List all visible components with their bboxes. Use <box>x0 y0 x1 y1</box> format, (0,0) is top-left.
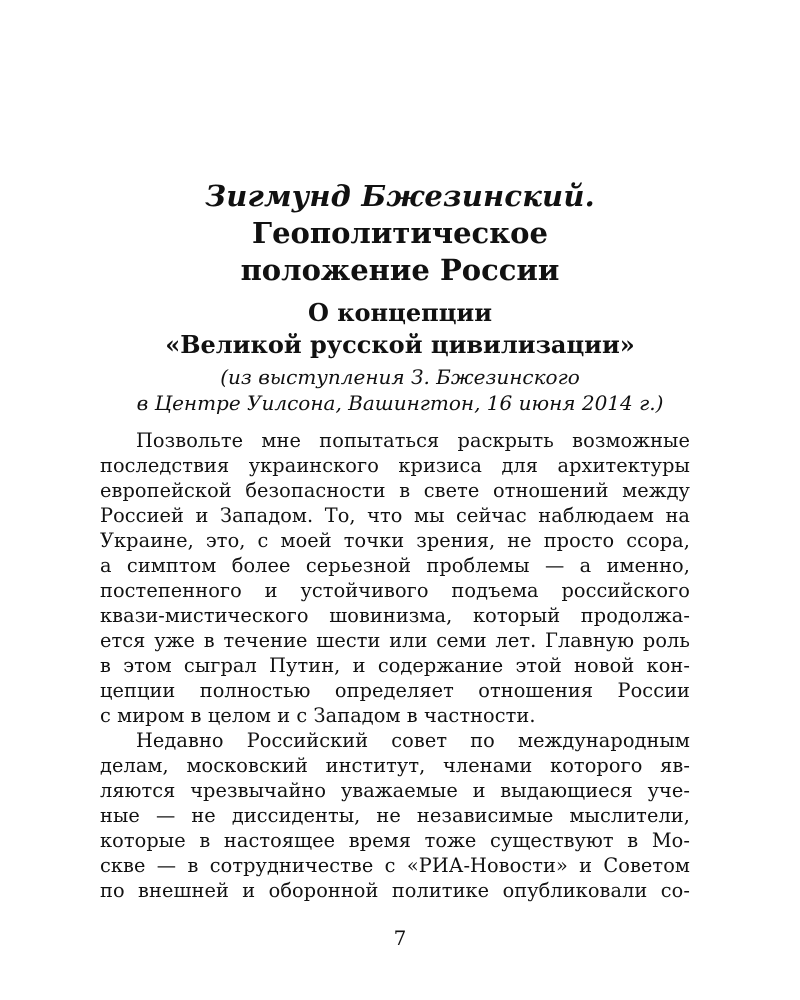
subtitle-line: О концепции <box>307 298 493 327</box>
text-line: по внешней и оборонной политике опубликовали со- <box>100 879 690 902</box>
paragraph-1 <box>100 428 690 728</box>
author-name: Зигмунд Бжезинский. <box>205 179 595 213</box>
body-text <box>100 428 690 903</box>
text-line: а симптом более серьезной проблемы — а именно, <box>100 554 690 577</box>
paragraph-2 <box>100 728 690 903</box>
text-line: ляются чрезвычайно уважаемые и выдающиеся уче- <box>100 779 690 802</box>
text-line: квази-мистического шовинизма, который продолжа- <box>100 604 690 627</box>
source-note <box>0 364 800 416</box>
source-line: в Центре Уилсона, Вашингтон, 16 июня 2014 г.) <box>136 391 664 415</box>
text-line: с миром в целом и с Западом в частности. <box>100 704 536 727</box>
text-line: ется уже в течение шести или семи лет. Главную роль <box>100 629 690 652</box>
text-line: которые в настоящее время тоже существуют в Мо- <box>100 829 690 852</box>
chapter-subheading <box>0 297 800 416</box>
title-line: положение России <box>240 253 560 287</box>
text-line: Недавно Российский совет по международным <box>136 729 690 752</box>
text-line: постепенного и устойчивого подъема российского <box>100 579 690 602</box>
text-line: Россией и Западом. То, что мы сейчас наблюдаем на <box>100 504 690 527</box>
text-line: европейской безопасности в свете отношений между <box>100 479 690 502</box>
text-line: скве — в сотрудничестве с «РИА-Новости» и Советом <box>100 854 690 877</box>
page-number: 7 <box>393 926 407 950</box>
text-line: Позвольте мне попытаться раскрыть возможные <box>136 429 690 452</box>
chapter-heading <box>0 178 800 289</box>
text-line: Украине, это, с моей точки зрения, не просто ссора, <box>100 529 690 552</box>
text-line: делам, московский институт, членами которого яв- <box>100 754 690 777</box>
subtitle-line: «Великой русской цивилизации» <box>165 330 635 359</box>
text-line: ные — не диссиденты, не независимые мыслители, <box>100 804 690 827</box>
text-line: в этом сыграл Путин, и содержание этой новой кон- <box>100 654 690 677</box>
text-line: цепции полностью определяет отношения России <box>100 679 690 702</box>
source-line: (из выступления З. Бжезинского <box>220 365 580 389</box>
text-line: последствия украинского кризиса для архитектуры <box>100 454 690 477</box>
title-line: Геополитическое <box>252 216 548 250</box>
